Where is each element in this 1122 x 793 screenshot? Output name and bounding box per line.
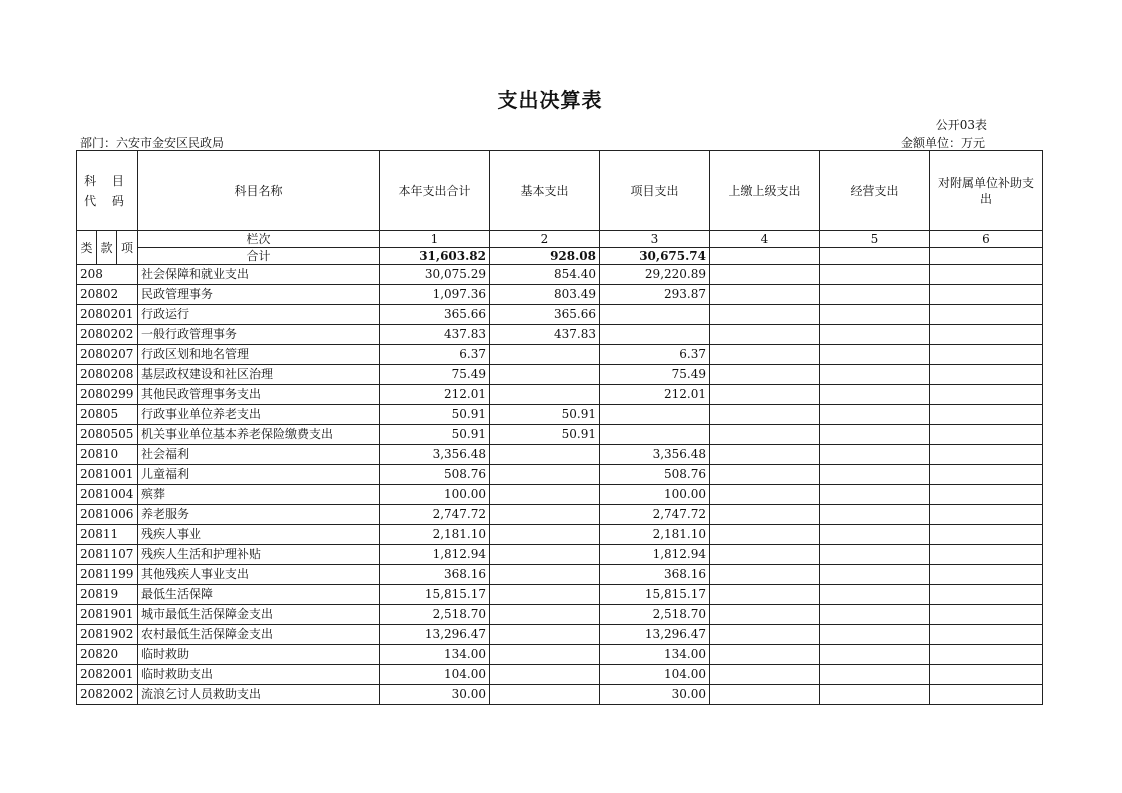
subsidy-cell bbox=[930, 465, 1043, 485]
subsidy-cell bbox=[930, 545, 1043, 565]
subject-name: 城市最低生活保障金支出 bbox=[138, 605, 380, 625]
basic-expenditure-cell bbox=[490, 525, 600, 545]
basic-expenditure-cell: 803.49 bbox=[490, 285, 600, 305]
upper-level-cell bbox=[710, 305, 820, 325]
subject-code: 20810 bbox=[77, 445, 138, 465]
business-cell bbox=[820, 605, 930, 625]
subject-code: 208 bbox=[77, 265, 138, 285]
subject-name: 农村最低生活保障金支出 bbox=[138, 625, 380, 645]
lei-header: 类 bbox=[77, 231, 97, 265]
basic-expenditure-cell bbox=[490, 665, 600, 685]
subject-name: 社会保障和就业支出 bbox=[138, 265, 380, 285]
subsidy-cell bbox=[930, 405, 1043, 425]
subsidy-cell bbox=[930, 645, 1043, 665]
business-cell bbox=[820, 345, 930, 365]
project-expenditure-cell: 15,815.17 bbox=[600, 585, 710, 605]
basic-expenditure-cell: 50.91 bbox=[490, 405, 600, 425]
column-number-5: 5 bbox=[820, 231, 930, 248]
column-number-6: 6 bbox=[930, 231, 1043, 248]
basic-expenditure-cell bbox=[490, 585, 600, 605]
total-expenditure-value: 31,603.82 bbox=[380, 248, 490, 265]
business-cell bbox=[820, 445, 930, 465]
project-expenditure-cell bbox=[600, 405, 710, 425]
subject-name: 行政运行 bbox=[138, 305, 380, 325]
table-row bbox=[77, 645, 1043, 665]
subject-code: 2081004 bbox=[77, 485, 138, 505]
business-cell bbox=[820, 385, 930, 405]
upper-level-cell bbox=[710, 505, 820, 525]
form-number: 公开03表 bbox=[935, 118, 987, 132]
total-expenditure-header: 本年支出合计 bbox=[380, 151, 490, 231]
subject-name: 行政区划和地名管理 bbox=[138, 345, 380, 365]
subject-code: 20820 bbox=[77, 645, 138, 665]
project-expenditure-cell: 13,296.47 bbox=[600, 625, 710, 645]
upper-level-cell bbox=[710, 665, 820, 685]
subject-code: 2081006 bbox=[77, 505, 138, 525]
project-expenditure-cell: 29,220.89 bbox=[600, 265, 710, 285]
business-cell bbox=[820, 685, 930, 705]
subsidy-cell bbox=[930, 425, 1043, 445]
table-row bbox=[77, 565, 1043, 585]
subsidy-cell bbox=[930, 505, 1043, 525]
total-expenditure-cell: 50.91 bbox=[380, 425, 490, 445]
table-row bbox=[77, 285, 1043, 305]
business-cell bbox=[820, 305, 930, 325]
upper-level-cell bbox=[710, 425, 820, 445]
subject-name: 行政事业单位养老支出 bbox=[138, 405, 380, 425]
subsidy-cell bbox=[930, 585, 1043, 605]
total-expenditure-cell: 365.66 bbox=[380, 305, 490, 325]
project-expenditure-cell: 2,181.10 bbox=[600, 525, 710, 545]
kuan-header: 款 bbox=[97, 231, 117, 265]
basic-expenditure-cell: 365.66 bbox=[490, 305, 600, 325]
total-upper-value bbox=[710, 248, 820, 265]
basic-expenditure-cell bbox=[490, 465, 600, 485]
basic-expenditure-cell bbox=[490, 445, 600, 465]
project-expenditure-cell: 293.87 bbox=[600, 285, 710, 305]
project-expenditure-cell: 30.00 bbox=[600, 685, 710, 705]
business-cell bbox=[820, 645, 930, 665]
total-expenditure-cell: 3,356.48 bbox=[380, 445, 490, 465]
total-expenditure-cell: 6.37 bbox=[380, 345, 490, 365]
subsidy-cell bbox=[930, 525, 1043, 545]
table-row bbox=[77, 625, 1043, 645]
subsidy-cell bbox=[930, 285, 1043, 305]
upper-level-cell bbox=[710, 625, 820, 645]
basic-expenditure-cell bbox=[490, 485, 600, 505]
project-expenditure-cell: 2,518.70 bbox=[600, 605, 710, 625]
column-number-4: 4 bbox=[710, 231, 820, 248]
subsidy-cell bbox=[930, 605, 1043, 625]
upper-level-cell bbox=[710, 545, 820, 565]
page-title: 支出决算表 bbox=[497, 88, 603, 112]
table-row bbox=[77, 325, 1043, 345]
subject-name: 其他残疾人事业支出 bbox=[138, 565, 380, 585]
table-row bbox=[77, 525, 1043, 545]
subject-name: 殡葬 bbox=[138, 485, 380, 505]
total-expenditure-cell: 75.49 bbox=[380, 365, 490, 385]
upper-level-cell bbox=[710, 585, 820, 605]
total-expenditure-cell: 2,518.70 bbox=[380, 605, 490, 625]
total-expenditure-cell: 212.01 bbox=[380, 385, 490, 405]
total-expenditure-cell: 30.00 bbox=[380, 685, 490, 705]
subject-name: 养老服务 bbox=[138, 505, 380, 525]
business-cell bbox=[820, 565, 930, 585]
upper-level-cell bbox=[710, 485, 820, 505]
code-header-line2: 代 码 bbox=[84, 193, 130, 208]
upper-level-cell bbox=[710, 605, 820, 625]
upper-level-cell bbox=[710, 445, 820, 465]
subject-code: 2080299 bbox=[77, 385, 138, 405]
subject-name: 临时救助 bbox=[138, 645, 380, 665]
project-expenditure-cell: 368.16 bbox=[600, 565, 710, 585]
table-row bbox=[77, 445, 1043, 465]
table-row bbox=[77, 485, 1043, 505]
subject-name: 最低生活保障 bbox=[138, 585, 380, 605]
project-expenditure-cell: 508.76 bbox=[600, 465, 710, 485]
business-cell bbox=[820, 425, 930, 445]
subject-name: 社会福利 bbox=[138, 445, 380, 465]
total-expenditure-cell: 508.76 bbox=[380, 465, 490, 485]
total-expenditure-cell: 1,812.94 bbox=[380, 545, 490, 565]
column-number-2: 2 bbox=[490, 231, 600, 248]
basic-expenditure-cell: 50.91 bbox=[490, 425, 600, 445]
subsidy-cell bbox=[930, 305, 1043, 325]
business-cell bbox=[820, 405, 930, 425]
amount-unit-label: 金额单位：万元 bbox=[900, 136, 985, 150]
basic-expenditure-cell bbox=[490, 605, 600, 625]
business-cell bbox=[820, 505, 930, 525]
total-expenditure-cell: 437.83 bbox=[380, 325, 490, 345]
business-cell bbox=[820, 665, 930, 685]
project-expenditure-cell: 75.49 bbox=[600, 365, 710, 385]
table-row bbox=[77, 345, 1043, 365]
subsidy-cell bbox=[930, 385, 1043, 405]
basic-expenditure-cell bbox=[490, 645, 600, 665]
column-number-3: 3 bbox=[600, 231, 710, 248]
subsidy-cell bbox=[930, 485, 1043, 505]
upper-level-cell bbox=[710, 385, 820, 405]
business-cell bbox=[820, 285, 930, 305]
subject-code: 2081199 bbox=[77, 565, 138, 585]
total-expenditure-cell: 2,181.10 bbox=[380, 525, 490, 545]
total-expenditure-cell: 30,075.29 bbox=[380, 265, 490, 285]
project-expenditure-cell: 6.37 bbox=[600, 345, 710, 365]
subsidy-cell bbox=[930, 265, 1043, 285]
upper-level-cell bbox=[710, 565, 820, 585]
subject-name-header: 科目名称 bbox=[138, 151, 380, 231]
subject-code: 20805 bbox=[77, 405, 138, 425]
subject-code: 2080201 bbox=[77, 305, 138, 325]
business-cell bbox=[820, 625, 930, 645]
subsidy-cell bbox=[930, 445, 1043, 465]
basic-expenditure-cell bbox=[490, 365, 600, 385]
upper-level-cell bbox=[710, 365, 820, 385]
table-row bbox=[77, 405, 1043, 425]
subsidy-cell bbox=[930, 685, 1043, 705]
upper-level-cell bbox=[710, 405, 820, 425]
total-expenditure-cell: 134.00 bbox=[380, 645, 490, 665]
basic-expenditure-cell bbox=[490, 565, 600, 585]
table-row bbox=[77, 265, 1043, 285]
project-expenditure-cell: 134.00 bbox=[600, 645, 710, 665]
total-expenditure-cell: 15,815.17 bbox=[380, 585, 490, 605]
basic-expenditure-cell bbox=[490, 685, 600, 705]
business-cell bbox=[820, 265, 930, 285]
business-expenditure-header: 经营支出 bbox=[820, 151, 930, 231]
subject-code: 2080207 bbox=[77, 345, 138, 365]
total-expenditure-cell: 100.00 bbox=[380, 485, 490, 505]
subsidy-cell bbox=[930, 325, 1043, 345]
project-expenditure-header: 项目支出 bbox=[600, 151, 710, 231]
total-expenditure-cell: 1,097.36 bbox=[380, 285, 490, 305]
subject-code: 2081901 bbox=[77, 605, 138, 625]
subsidiary-subsidy-header: 对附属单位补助支出 bbox=[930, 151, 1043, 231]
business-cell bbox=[820, 465, 930, 485]
total-expenditure-cell: 2,747.72 bbox=[380, 505, 490, 525]
table-row bbox=[77, 365, 1043, 385]
project-expenditure-cell: 1,812.94 bbox=[600, 545, 710, 565]
basic-expenditure-cell: 854.40 bbox=[490, 265, 600, 285]
code-header bbox=[77, 151, 138, 231]
subject-name: 儿童福利 bbox=[138, 465, 380, 485]
subject-name: 临时救助支出 bbox=[138, 665, 380, 685]
xiang-header: 项 bbox=[117, 231, 138, 265]
subject-code: 2080202 bbox=[77, 325, 138, 345]
total-subsidy-value bbox=[930, 248, 1043, 265]
subsidy-cell bbox=[930, 665, 1043, 685]
upper-level-cell bbox=[710, 345, 820, 365]
subject-code: 2081902 bbox=[77, 625, 138, 645]
total-expenditure-cell: 13,296.47 bbox=[380, 625, 490, 645]
table-row bbox=[77, 305, 1043, 325]
table-row bbox=[77, 665, 1043, 685]
business-cell bbox=[820, 525, 930, 545]
total-label: 合计 bbox=[138, 248, 380, 265]
upper-level-cell bbox=[710, 325, 820, 345]
project-expenditure-cell: 3,356.48 bbox=[600, 445, 710, 465]
subject-name: 残疾人生活和护理补贴 bbox=[138, 545, 380, 565]
subject-code: 2080208 bbox=[77, 365, 138, 385]
total-row bbox=[77, 248, 1043, 265]
table-row bbox=[77, 545, 1043, 565]
subsidy-cell bbox=[930, 365, 1043, 385]
subject-code: 2080505 bbox=[77, 425, 138, 445]
upper-level-cell bbox=[710, 465, 820, 485]
subject-code: 2081107 bbox=[77, 545, 138, 565]
column-number-1: 1 bbox=[380, 231, 490, 248]
table-row bbox=[77, 385, 1043, 405]
table-row bbox=[77, 465, 1043, 485]
business-cell bbox=[820, 365, 930, 385]
project-expenditure-cell: 100.00 bbox=[600, 485, 710, 505]
upper-level-cell bbox=[710, 285, 820, 305]
subsidy-cell bbox=[930, 565, 1043, 585]
code-header-line1: 科 目 bbox=[84, 173, 130, 188]
business-cell bbox=[820, 545, 930, 565]
upper-level-cell bbox=[710, 525, 820, 545]
upper-level-cell bbox=[710, 685, 820, 705]
subject-code: 20802 bbox=[77, 285, 138, 305]
business-cell bbox=[820, 485, 930, 505]
table-row bbox=[77, 685, 1043, 705]
upper-level-cell bbox=[710, 265, 820, 285]
subject-code: 20819 bbox=[77, 585, 138, 605]
subject-code: 2082002 bbox=[77, 685, 138, 705]
header-row bbox=[77, 151, 1043, 231]
table-row bbox=[77, 505, 1043, 525]
total-expenditure-cell: 368.16 bbox=[380, 565, 490, 585]
subject-code: 20811 bbox=[77, 525, 138, 545]
project-expenditure-cell bbox=[600, 305, 710, 325]
table-row bbox=[77, 425, 1043, 445]
subject-name: 一般行政管理事务 bbox=[138, 325, 380, 345]
subject-name: 流浪乞讨人员救助支出 bbox=[138, 685, 380, 705]
total-project-value: 30,675.74 bbox=[600, 248, 710, 265]
project-expenditure-cell: 104.00 bbox=[600, 665, 710, 685]
total-expenditure-cell: 104.00 bbox=[380, 665, 490, 685]
subsidy-cell bbox=[930, 345, 1043, 365]
upper-level-payment-header: 上缴上级支出 bbox=[710, 151, 820, 231]
subject-name: 民政管理事务 bbox=[138, 285, 380, 305]
total-expenditure-cell: 50.91 bbox=[380, 405, 490, 425]
subject-code: 2082001 bbox=[77, 665, 138, 685]
project-expenditure-cell bbox=[600, 425, 710, 445]
basic-expenditure-cell bbox=[490, 505, 600, 525]
table-row bbox=[77, 585, 1043, 605]
project-expenditure-cell: 212.01 bbox=[600, 385, 710, 405]
table-row bbox=[77, 605, 1043, 625]
subject-name: 机关事业单位基本养老保险缴费支出 bbox=[138, 425, 380, 445]
basic-expenditure-cell bbox=[490, 385, 600, 405]
total-business-value bbox=[820, 248, 930, 265]
expenditure-table bbox=[76, 150, 1043, 705]
project-expenditure-cell: 2,747.72 bbox=[600, 505, 710, 525]
lanci-label: 栏次 bbox=[138, 231, 380, 248]
subject-name: 残疾人事业 bbox=[138, 525, 380, 545]
subject-name: 其他民政管理事务支出 bbox=[138, 385, 380, 405]
department-label: 部门：六安市金安区民政局 bbox=[80, 136, 225, 150]
column-index-row bbox=[77, 231, 1043, 248]
subsidy-cell bbox=[930, 625, 1043, 645]
subject-code: 2081001 bbox=[77, 465, 138, 485]
basic-expenditure-cell bbox=[490, 545, 600, 565]
basic-expenditure-cell bbox=[490, 625, 600, 645]
project-expenditure-cell bbox=[600, 325, 710, 345]
business-cell bbox=[820, 325, 930, 345]
business-cell bbox=[820, 585, 930, 605]
basic-expenditure-cell: 437.83 bbox=[490, 325, 600, 345]
upper-level-cell bbox=[710, 645, 820, 665]
subject-name: 基层政权建设和社区治理 bbox=[138, 365, 380, 385]
total-basic-value: 928.08 bbox=[490, 248, 600, 265]
basic-expenditure-header: 基本支出 bbox=[490, 151, 600, 231]
basic-expenditure-cell bbox=[490, 345, 600, 365]
